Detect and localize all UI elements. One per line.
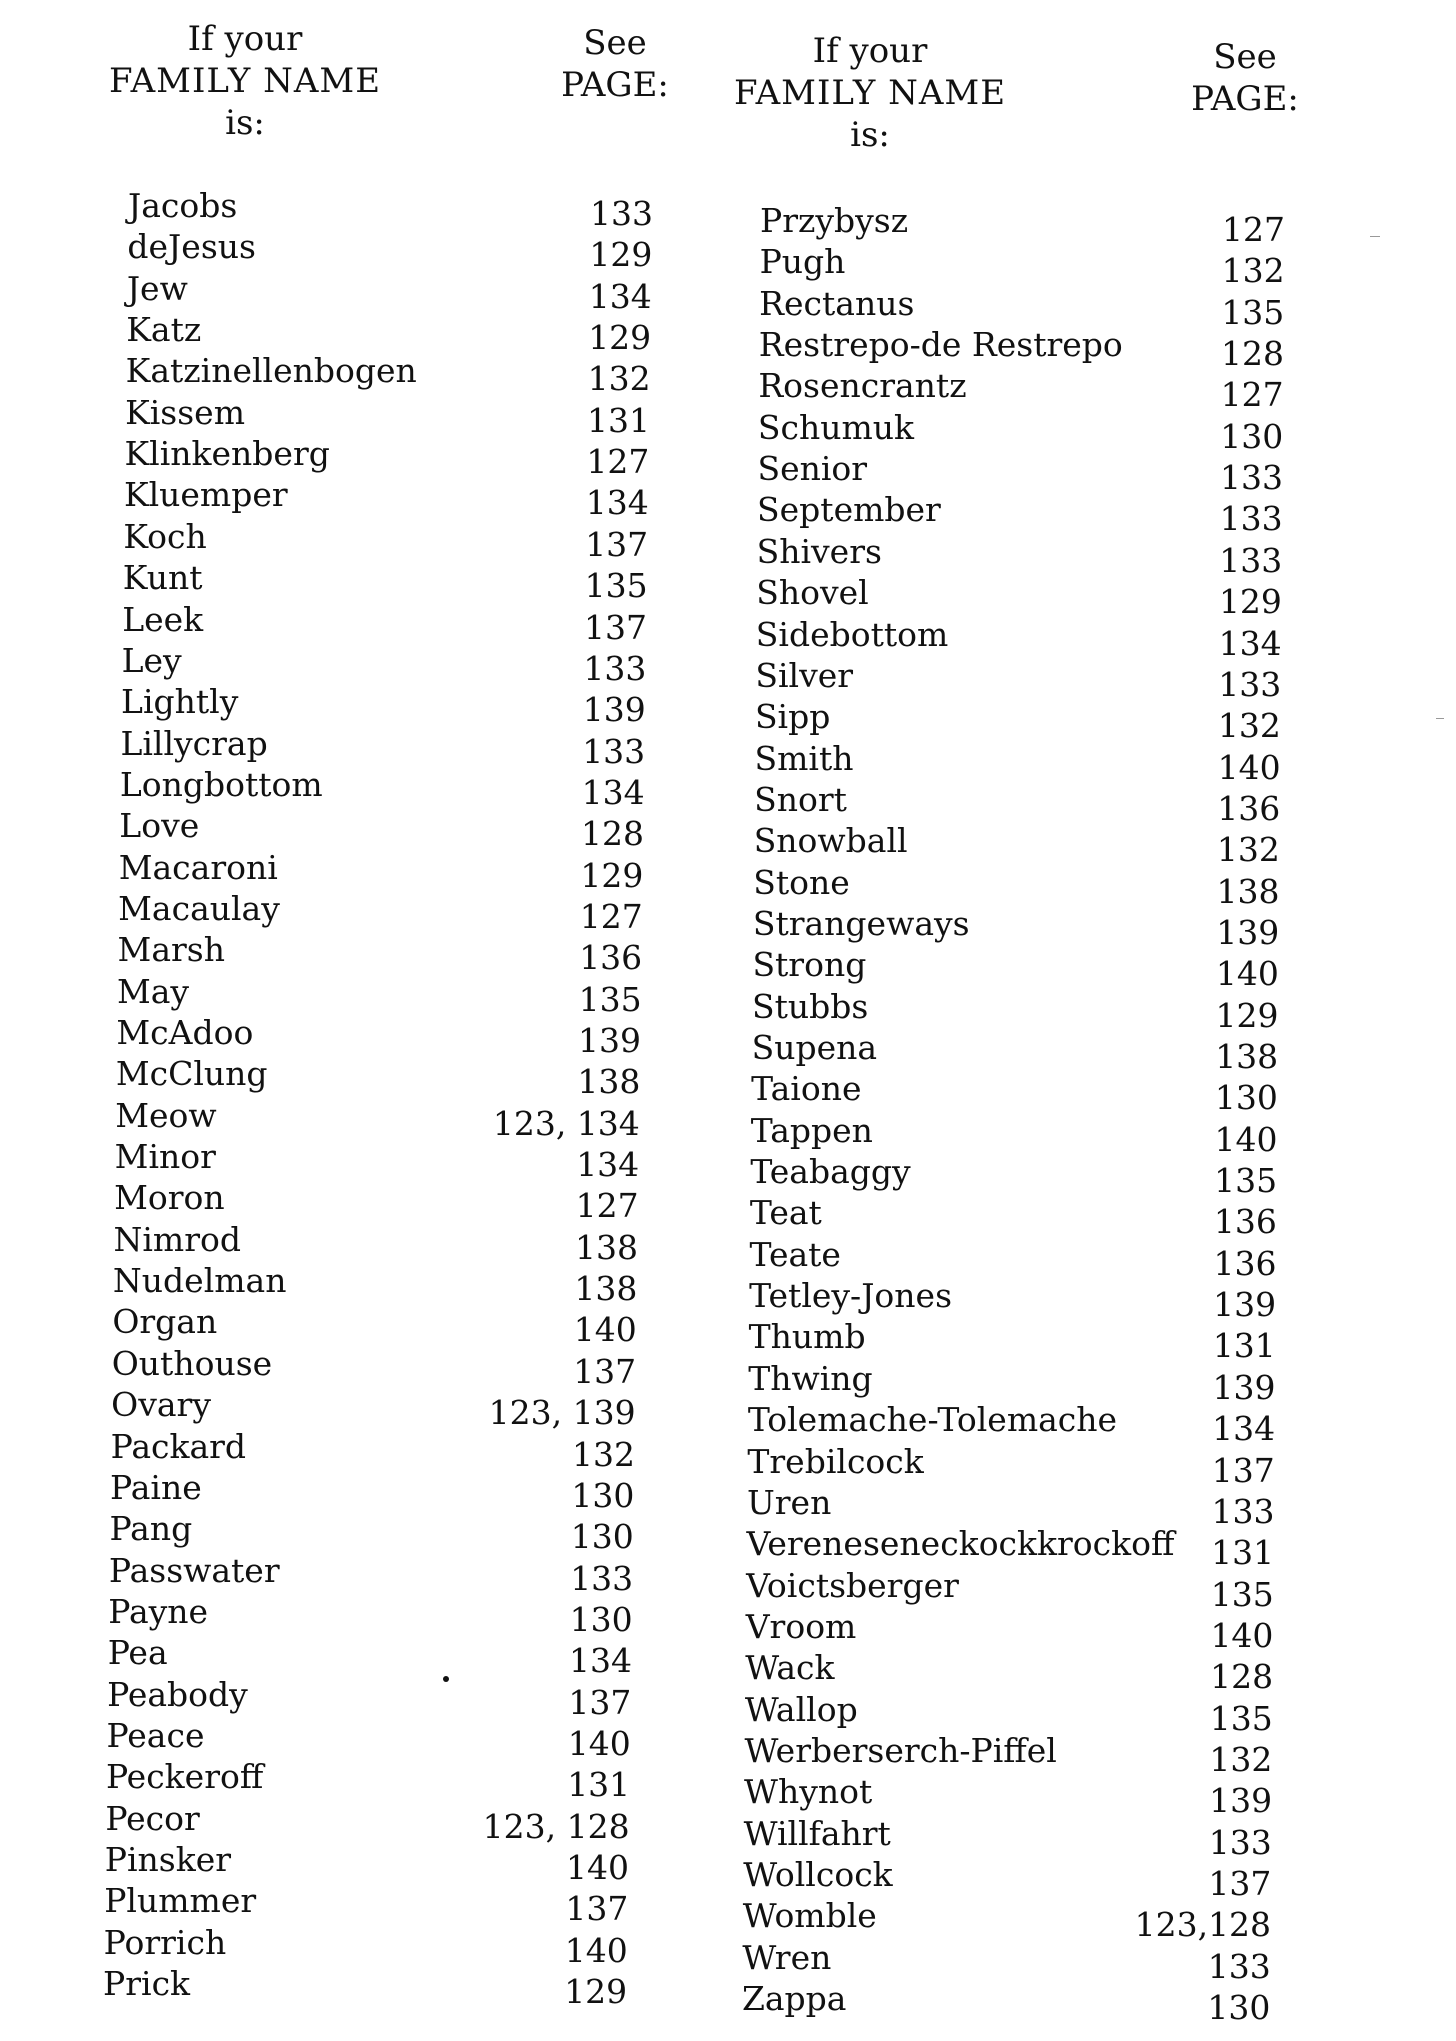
page-number: 137 [568,1682,632,1722]
family-name: Pea [107,1633,168,1673]
page-number: 134 [576,1145,640,1185]
page-number: 130 [569,1599,633,1639]
page-number: 129 [588,318,652,358]
family-name: deJesus [127,227,256,267]
family-name: Supena [751,1028,878,1067]
family-name: Jacobs [128,186,238,225]
page-number: 140 [1217,747,1281,787]
page-number: 138 [574,1269,638,1309]
family-name: Nudelman [112,1261,287,1301]
page-number: 132 [572,1434,635,1474]
page-number: 139 [1213,1285,1277,1325]
right-header-line2: FAMILY NAME [733,73,1007,113]
family-name: Leek [122,599,204,639]
page-number: 133 [1219,499,1283,539]
page-number: 136 [1217,788,1281,828]
page-number: 140 [1215,954,1279,994]
page-number: 127 [1220,375,1284,415]
family-name: Peabody [107,1674,248,1714]
family-name: Zappa [741,1979,847,2019]
page-number: 127 [575,1186,639,1226]
page-number: 129 [589,235,653,275]
page-number: 130 [571,1475,635,1515]
family-name: Tolemache-Tolemache [747,1400,1118,1440]
page-number: 132 [587,359,651,399]
page-number: 129 [564,1972,628,2012]
family-name: Whynot [744,1772,873,1812]
page-number: 128 [581,814,644,854]
family-name: Ley [121,640,182,680]
page-number: 132 [1209,1739,1273,1779]
page-number: 140 [564,1930,628,1970]
page-number: 140 [1214,1119,1278,1159]
page-number: 131 [1212,1326,1276,1366]
family-name: Senior [757,449,868,489]
page-number: 138 [1216,871,1280,911]
page-number: 136 [579,938,643,978]
page-number: 130 [1220,416,1284,456]
family-name: Shivers [756,531,882,571]
page-number: 139 [582,690,646,730]
family-name: Wollcock [743,1855,893,1894]
family-name: Kluemper [123,475,288,515]
page-number: 134 [569,1641,632,1681]
family-name: McClung [115,1054,268,1094]
page-number: 123, 134 [492,1103,640,1143]
page-number: 129 [1218,582,1282,622]
family-name: Shovel [756,573,869,613]
family-name: Pinsker [104,1840,232,1879]
left-header-line3: is: [225,103,265,143]
page-number: 133 [1218,664,1282,704]
page-number: 123,128 [1134,1905,1272,1945]
page-number: 130 [570,1517,634,1557]
family-name: Schumuk [757,407,915,447]
family-name: Organ [112,1302,218,1342]
family-name: Tetley-Jones [749,1276,953,1316]
family-name: Peace [106,1715,205,1755]
page-number: 136 [1213,1243,1277,1283]
family-name: Plummer [104,1881,257,1921]
page-number: 132 [1216,830,1280,870]
family-name: Stubbs [752,986,869,1026]
family-name: Minor [114,1137,216,1177]
page-number: 123, 139 [488,1393,636,1433]
family-name: Lightly [121,682,239,722]
family-name: Stone [753,862,850,902]
page-number: 127 [1222,210,1285,249]
page-number: 139 [1216,912,1280,952]
family-name: Wack [745,1648,835,1688]
page-number: 133 [582,731,646,771]
family-name: Snowball [753,821,908,861]
page-number: 138 [575,1227,638,1267]
page-number: 123, 128 [482,1806,630,1846]
page-number: 137 [565,1889,629,1929]
page-number: 132 [1217,706,1281,746]
right-see-label: See [1213,37,1277,77]
family-name: Marsh [117,930,225,970]
family-name: Macaulay [118,888,280,928]
page-number: 134 [585,483,649,523]
page-number: 137 [1211,1450,1275,1490]
page-number: 131 [1211,1533,1275,1573]
family-name: May [116,971,190,1011]
page-number: 133 [590,194,653,233]
page-number: 133 [1219,540,1283,580]
page-number: 129 [1215,995,1279,1035]
family-name: Rosencrantz [758,366,967,406]
page-number: 128 [1220,334,1284,374]
page-number: 139 [578,1021,641,1060]
page-number: 127 [586,442,650,482]
left-page-label: PAGE: [561,65,669,105]
family-name: Voictsberger [746,1565,959,1605]
page-number: 140 [1210,1615,1274,1655]
family-name: Teate [749,1234,841,1274]
page-number: 135 [1210,1574,1274,1614]
family-name: Meow [115,1095,217,1135]
family-name: Outhouse [111,1343,273,1383]
family-name: Love [119,806,200,846]
family-name: Kissem [125,392,245,432]
right-header-line1: If your [812,31,928,71]
family-name: Klinkenberg [124,434,330,474]
page-number: 140 [573,1310,637,1350]
page-number: 138 [1215,1037,1279,1076]
page-number: 136 [1213,1202,1277,1242]
family-name: September [757,490,941,530]
margin-tick-top [1370,236,1380,237]
family-name: Uren [746,1482,832,1522]
page-number: 137 [585,524,649,564]
family-name: Katz [126,310,202,350]
family-name: Macaroni [118,847,278,887]
page-number: 134 [1212,1409,1276,1449]
family-name: Katzinellenbogen [125,351,417,391]
left-see-label: See [583,23,647,63]
stray-dot-mark [443,1676,449,1682]
page-number: 134 [581,772,645,812]
page-number: 131 [567,1765,631,1805]
family-name: Trebilcock [747,1441,924,1481]
family-name: Womble [742,1896,877,1936]
family-name: Pecor [105,1798,200,1838]
family-name: Sipp [754,697,831,737]
family-name: Koch [123,516,207,556]
page-number: 135 [1209,1698,1273,1738]
family-name: Vereneseneckockkrockoff [746,1524,1175,1564]
page-number: 135 [578,979,642,1019]
page-number: 139 [1209,1781,1273,1821]
family-name: Smith [754,738,854,778]
right-page-label: PAGE: [1191,79,1299,119]
page-number: 135 [1214,1161,1278,1201]
page-number: 137 [573,1351,637,1391]
family-name: Pang [109,1509,193,1549]
page-number: 140 [567,1723,631,1763]
family-name: Passwater [108,1550,280,1590]
page-number: 139 [1212,1367,1276,1407]
family-name: Longbottom [119,764,323,804]
page-number: 138 [577,1062,641,1102]
page-number: 135 [1221,292,1285,332]
family-name: Kunt [122,558,203,598]
family-name: Snort [754,779,847,819]
page-number: 135 [584,566,648,606]
family-name: Przybysz [760,201,909,240]
family-name: Werberserch-Piffel [744,1730,1057,1770]
family-name: Strong [752,945,867,985]
family-name: Pugh [759,242,846,282]
family-name: Sidebottom [755,614,949,654]
family-name: Strangeways [752,903,970,943]
right-header-line3: is: [850,115,890,155]
page-number: 128 [1210,1657,1274,1697]
family-name: Vroom [745,1606,857,1646]
family-name: Teabaggy [750,1152,911,1192]
family-name: Prick [103,1964,191,2004]
page-number: 127 [579,896,643,936]
page-number: 133 [583,648,647,688]
family-name: Packard [110,1426,247,1466]
family-name: Paine [110,1467,202,1507]
family-name: McAdoo [116,1013,254,1052]
family-name: Wren [742,1937,832,1977]
page-number: 140 [566,1848,629,1887]
family-name: Ovary [111,1385,211,1425]
page-number: 133 [1211,1491,1275,1531]
page-number: 129 [580,855,644,895]
family-name: Lillycrap [120,723,268,763]
family-name: Silver [755,655,854,695]
page-number: 132 [1221,251,1285,291]
family-name: Nimrod [113,1219,241,1259]
page-number: 131 [587,400,650,440]
family-name: Restrepo-de Restrepo [758,325,1123,365]
family-name: Payne [108,1591,209,1631]
left-header-line2: FAMILY NAME [108,61,382,101]
family-name: Jew [126,268,188,308]
page-number: 134 [1218,623,1282,663]
page-number: 133 [1207,1946,1271,1986]
left-header-line1: If your [187,19,303,59]
family-name: Tappen [750,1110,873,1150]
family-name: Wallop [744,1689,858,1729]
family-name: Porrich [103,1922,227,1962]
family-name: Taione [751,1069,862,1109]
family-name: Teat [749,1193,822,1233]
page-number: 133 [570,1558,634,1598]
family-name: Thwing [748,1358,873,1398]
family-name: Willfahrt [743,1813,891,1853]
page-number: 134 [588,276,652,316]
family-name: Thumb [748,1317,866,1357]
page-number: 133 [1219,458,1283,498]
margin-tick-mid [1436,718,1444,719]
page-number: 137 [1208,1864,1272,1903]
family-name: Moron [114,1178,225,1218]
family-name: Rectanus [759,283,915,323]
family-name: Peckeroff [105,1757,264,1797]
page-number: 137 [584,607,647,647]
page-number: 130 [1207,1988,1271,2028]
page-number: 133 [1208,1822,1272,1862]
page-number: 130 [1214,1078,1278,1118]
index-entry-row [0,1978,1456,2028]
